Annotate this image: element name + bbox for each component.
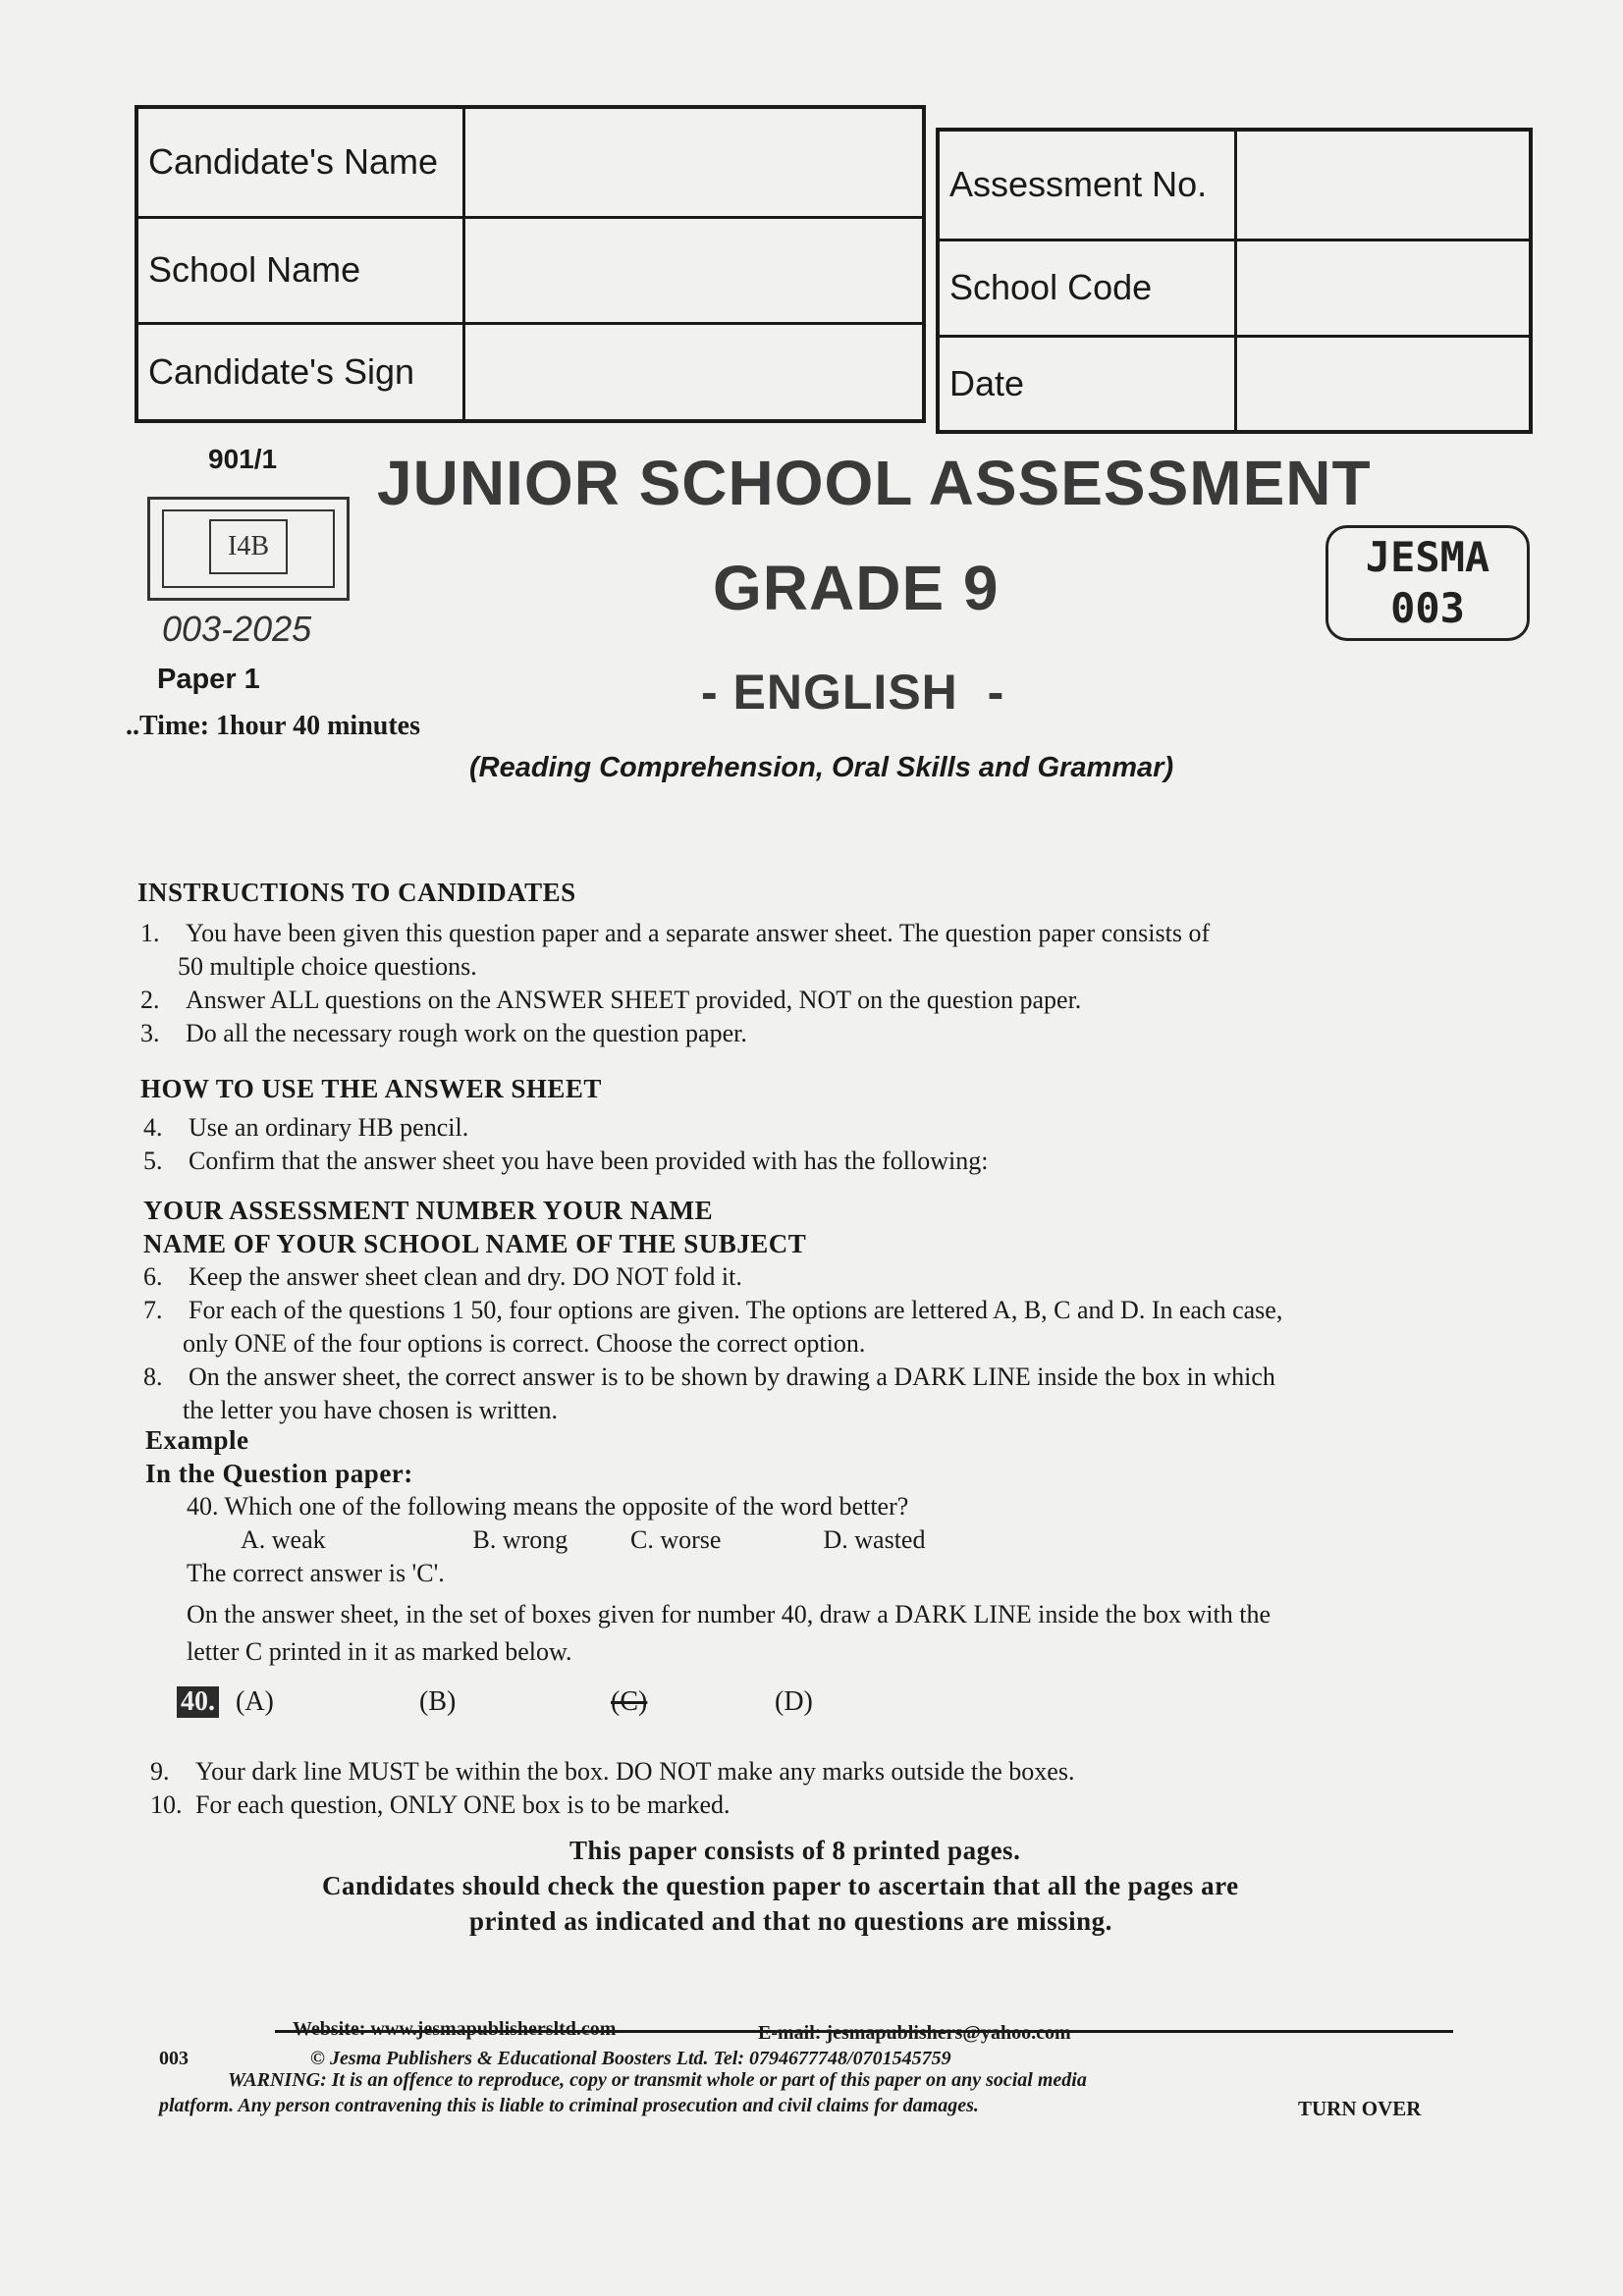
assessment-no-label: Assessment No.	[938, 130, 1236, 240]
option-a: A. weak	[241, 1525, 326, 1554]
paper-subtitle: (Reading Comprehension, Oral Skills and Grammar)	[469, 752, 1174, 783]
candidate-name-field[interactable]	[464, 107, 925, 217]
option-c: C. worse	[630, 1525, 722, 1554]
instruction-list-2	[143, 1111, 1498, 1178]
instruction-item	[140, 917, 1495, 950]
item-number: 9.	[150, 1757, 170, 1786]
check-note-cont: printed as indicated and that no questions are missing.	[469, 1906, 1112, 1936]
date-field[interactable]	[1236, 336, 1532, 432]
pages-note: This paper consists of 8 printed pages.	[569, 1836, 1021, 1865]
instruction-item	[143, 1145, 1498, 1178]
answer-box-b[interactable]: (B)	[419, 1686, 457, 1717]
instruction-item	[143, 1361, 1498, 1394]
instruction-item	[140, 984, 1495, 1017]
item-text: On the answer sheet, the correct answer is to be shown by drawing a DARK LINE inside the box in which	[189, 1362, 1275, 1391]
option-b: B. wrong	[472, 1525, 568, 1554]
footer-website: Website: www.jesmapublishersltd.com	[293, 2018, 617, 2040]
footer-warning: WARNING: It is an offence to reproduce, copy or transmit whole or part of this paper on any social media	[228, 2069, 1087, 2091]
item-text: Keep the answer sheet clean and dry. DO NOT fold it.	[189, 1262, 742, 1291]
footer-warning-cont: platform. Any person contravening this is liable to criminal prosecution and civil claims for damages.	[159, 2095, 979, 2116]
item-text: Confirm that the answer sheet you have been provided with has the following:	[189, 1147, 989, 1175]
example-question: 40. Which one of the following means the opposite of the word better?	[187, 1492, 909, 1521]
item-text: For each question, ONLY ONE box is to be marked.	[195, 1790, 730, 1819]
item-number: 7.	[143, 1296, 163, 1324]
time-allowed: ..Time: 1hour 40 minutes	[126, 711, 420, 741]
publisher-logo	[147, 497, 350, 601]
answer-sheet-note	[187, 1598, 1542, 1669]
instruction-item-cont: 50 multiple choice questions.	[178, 952, 477, 981]
instruction-item-cont: only ONE of the four options is correct. Choose the correct option.	[183, 1329, 866, 1358]
badge-line-1: JESMA	[1365, 533, 1490, 581]
item-text: Answer ALL questions on the ANSWER SHEET provided, NOT on the question paper.	[186, 986, 1082, 1014]
instruction-item	[143, 1111, 1498, 1145]
paper-number: Paper 1	[157, 664, 260, 695]
example-label: Example	[145, 1425, 249, 1455]
how-to-use-heading: HOW TO USE THE ANSWER SHEET	[140, 1074, 602, 1103]
candidate-info-table	[135, 105, 926, 423]
jesma-badge	[1325, 525, 1530, 641]
instruction-list-1	[140, 917, 1495, 1050]
example-options	[241, 1523, 1026, 1557]
answer-box-c[interactable]: (C)	[611, 1686, 648, 1717]
answer-box-d[interactable]: (D)	[775, 1686, 813, 1717]
subject-label: - ENGLISH -	[701, 665, 1005, 720]
item-number: 2.	[140, 986, 160, 1014]
candidate-sign-label: Candidate's Sign	[136, 323, 464, 421]
date-label: Date	[938, 336, 1236, 432]
instruction-item-cont: the letter you have chosen is written.	[183, 1396, 558, 1424]
footer-email: E-mail: jesmapublishers@yahoo.com	[758, 2022, 1071, 2044]
book-icon: I4B	[209, 519, 288, 574]
item-number: 6.	[143, 1262, 163, 1291]
item-text: Do all the necessary rough work on the question paper.	[186, 1019, 747, 1047]
school-name-field[interactable]	[464, 217, 925, 323]
option-d: D. wasted	[823, 1525, 926, 1554]
item-number: 3.	[140, 1019, 160, 1047]
answer-sheet-note-line-1: On the answer sheet, in the set of boxes given for number 40, draw a DARK LINE inside the box with the	[187, 1600, 1271, 1629]
instruction-list-4	[150, 1755, 1505, 1822]
item-number: 10.	[150, 1790, 183, 1819]
answer-box-a[interactable]: (A)	[236, 1686, 274, 1717]
year-code: 003-2025	[162, 609, 312, 649]
confirm-line-2: NAME OF YOUR SCHOOL NAME OF THE SUBJECT	[143, 1229, 807, 1258]
candidate-name-label: Candidate's Name	[136, 107, 464, 217]
item-text: For each of the questions 1 50, four options are given. The options are lettered A, B, C and D. In each case,	[189, 1296, 1283, 1324]
assessment-no-field[interactable]	[1236, 130, 1532, 240]
item-text: Use an ordinary HB pencil.	[189, 1113, 469, 1142]
question-number-box: 40.	[177, 1686, 219, 1718]
page-title: JUNIOR SCHOOL ASSESSMENT	[377, 448, 1372, 518]
school-code-field[interactable]	[1236, 240, 1532, 336]
candidate-sign-field[interactable]	[464, 323, 925, 421]
instruction-item	[140, 1017, 1495, 1050]
check-note: Candidates should check the question paper to ascertain that all the pages are	[322, 1871, 1239, 1900]
instruction-list-3	[143, 1260, 1498, 1427]
item-text: You have been given this question paper and a separate answer sheet. The question paper consists of	[186, 919, 1211, 947]
instruction-item	[143, 1260, 1498, 1294]
footer-page-code: 003	[159, 2048, 189, 2069]
school-name-label: School Name	[136, 217, 464, 323]
example-answer-row	[177, 1686, 813, 1718]
instructions-heading: INSTRUCTIONS TO CANDIDATES	[137, 878, 576, 907]
answer-sheet-note-line-2: letter C printed in it as marked below.	[187, 1637, 572, 1666]
item-number: 5.	[143, 1147, 163, 1175]
confirm-line-1: YOUR ASSESSMENT NUMBER YOUR NAME	[143, 1196, 714, 1225]
item-number: 4.	[143, 1113, 163, 1142]
assessment-info-table	[936, 128, 1533, 434]
instruction-item	[150, 1755, 1505, 1789]
badge-line-2: 003	[1390, 584, 1465, 632]
grade-label: GRADE 9	[713, 553, 1000, 623]
in-question-paper-label: In the Question paper:	[145, 1459, 413, 1488]
footer-copyright: © Jesma Publishers & Educational Boosters Ltd. Tel: 0794677748/0701545759	[310, 2048, 951, 2069]
item-text: Your dark line MUST be within the box. DO NOT make any marks outside the boxes.	[195, 1757, 1075, 1786]
instruction-item	[143, 1294, 1498, 1327]
item-number: 8.	[143, 1362, 163, 1391]
instruction-item	[150, 1789, 1505, 1822]
paper-code: 901/1	[208, 444, 278, 474]
correct-answer-note: The correct answer is 'C'.	[187, 1559, 445, 1587]
turn-over-label: TURN OVER	[1298, 2097, 1422, 2120]
item-number: 1.	[140, 919, 160, 947]
school-code-label: School Code	[938, 240, 1236, 336]
